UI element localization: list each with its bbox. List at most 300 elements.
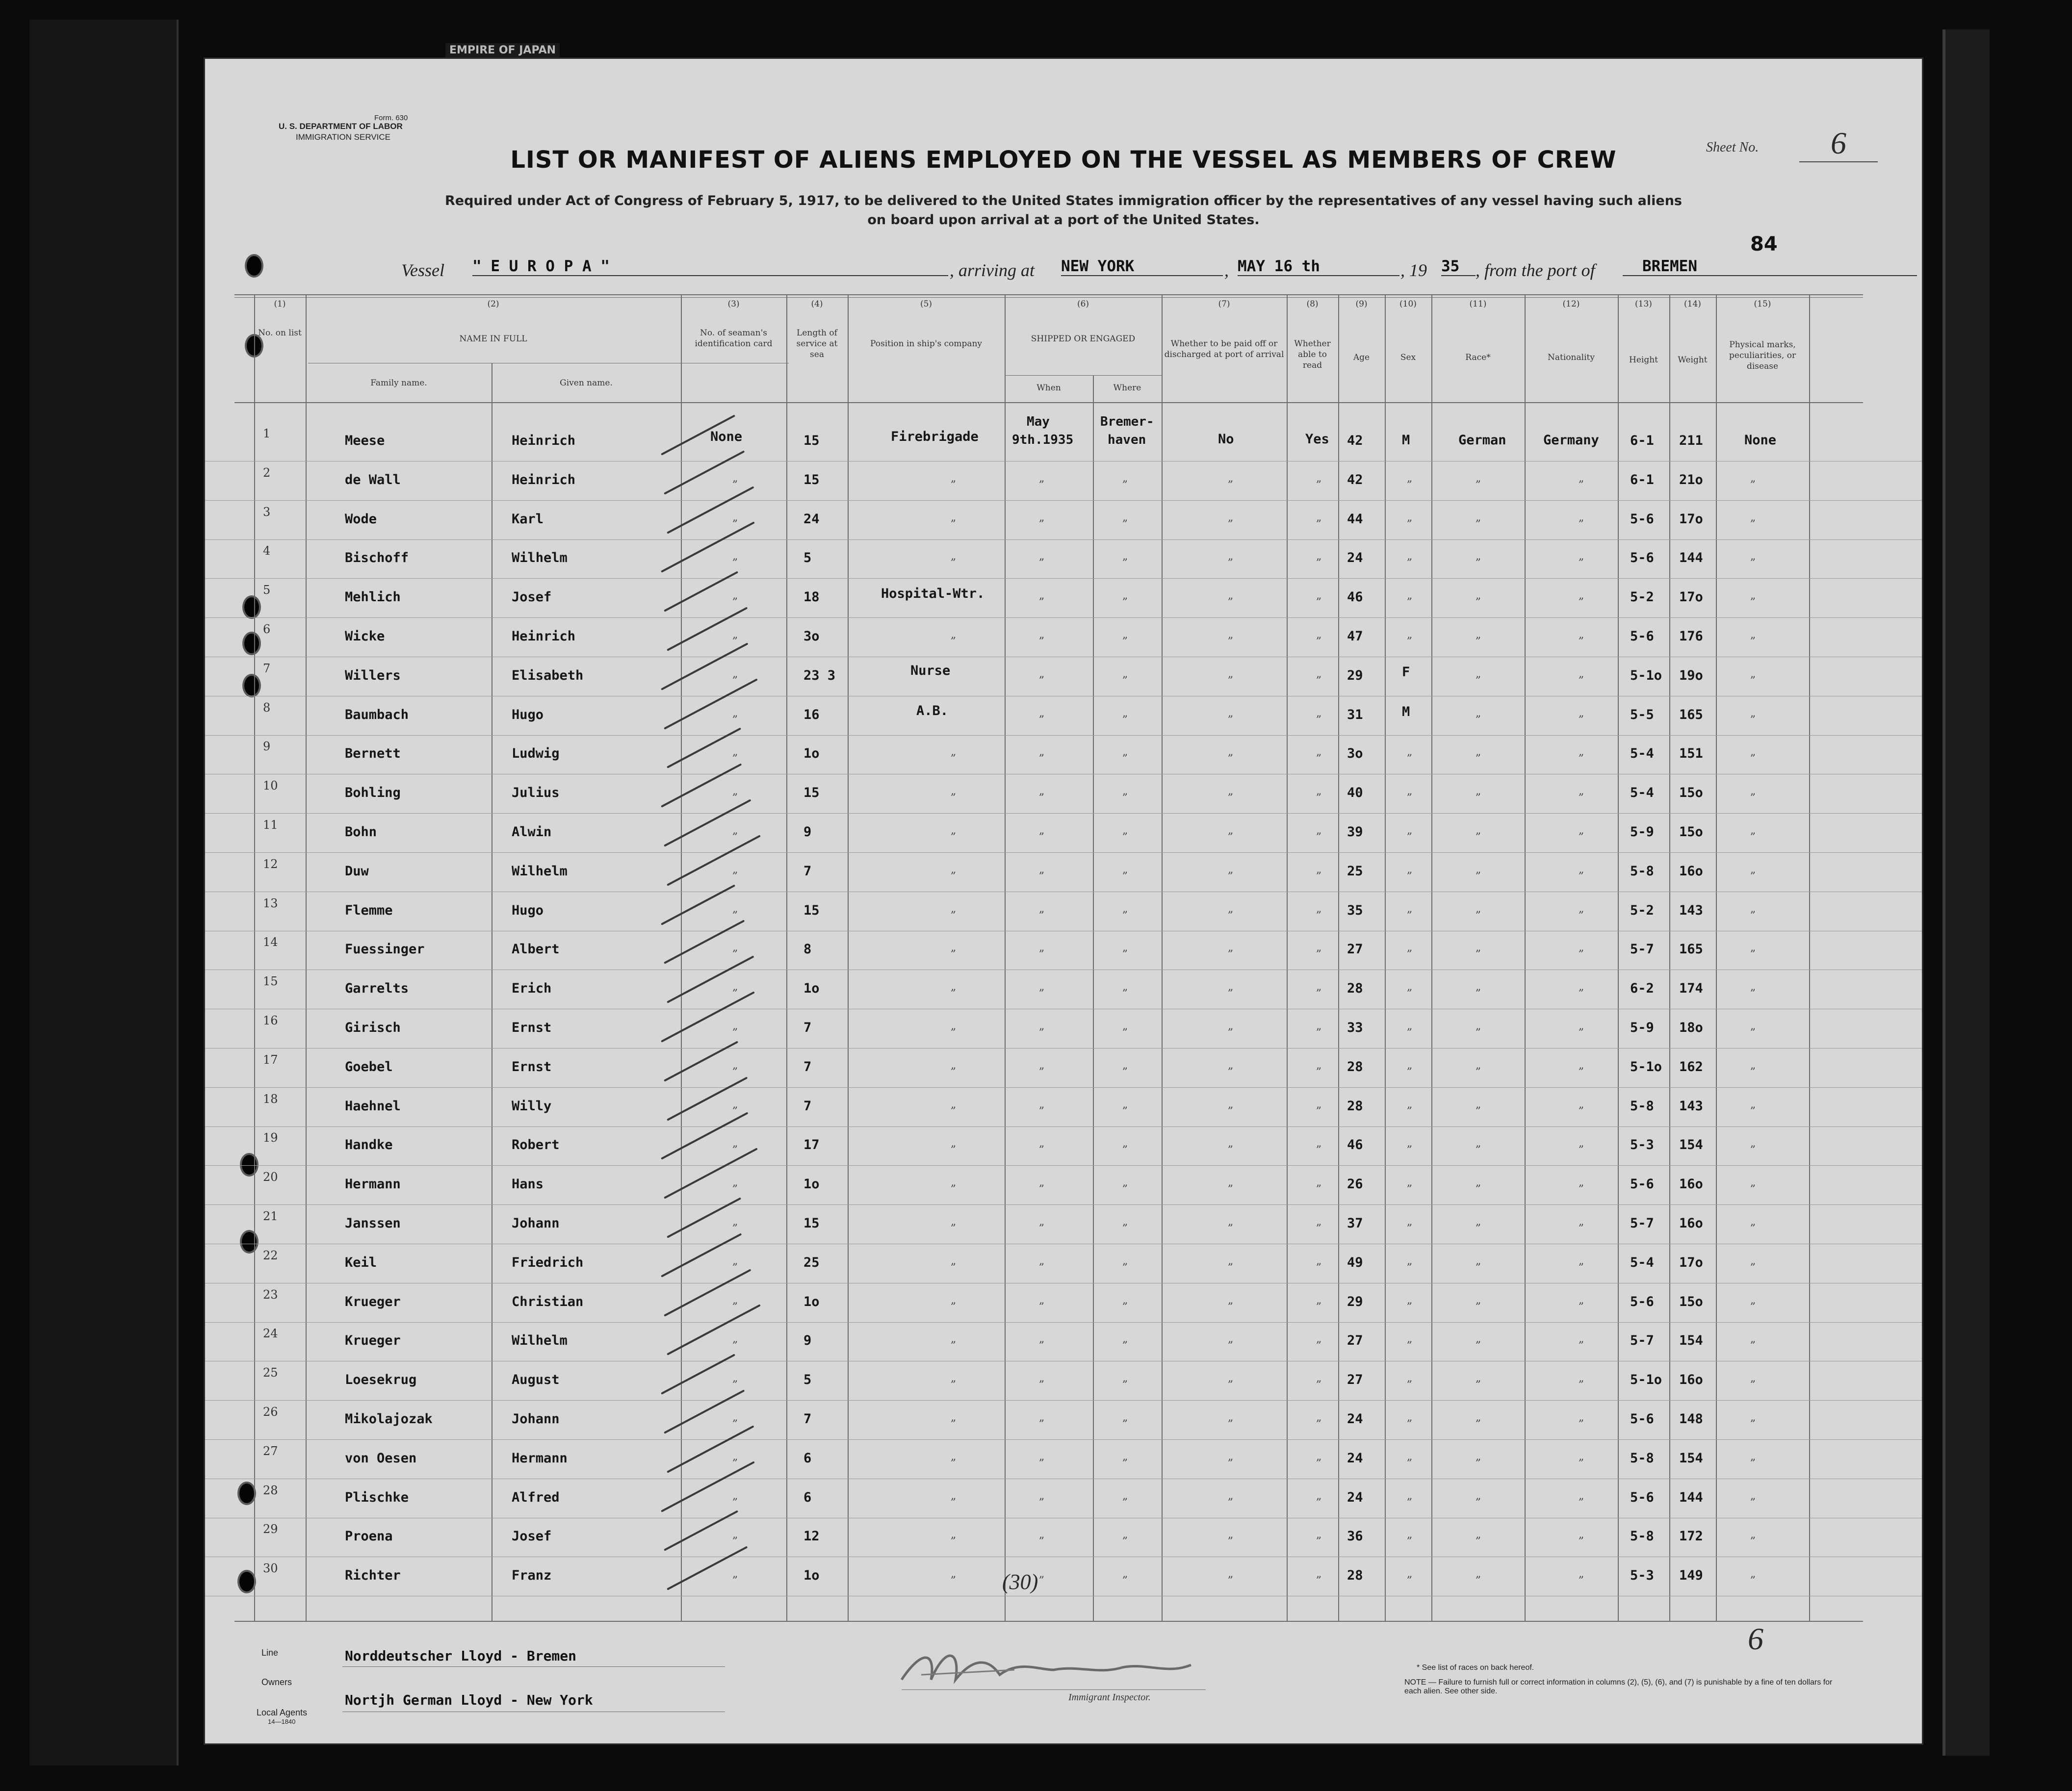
ditto-mark: „ bbox=[732, 511, 738, 524]
ditto-mark: „ bbox=[1579, 863, 1584, 876]
ditto-mark: „ bbox=[1579, 1254, 1584, 1267]
ditto-mark: „ bbox=[1228, 667, 1234, 680]
family-name-cell: Bernett bbox=[345, 746, 401, 762]
ditto-mark: „ bbox=[1476, 1411, 1481, 1424]
age-cell: 35 bbox=[1347, 902, 1363, 918]
ditto-mark: „ bbox=[1316, 1489, 1322, 1502]
height-cell: 6-1 bbox=[1630, 433, 1654, 448]
ditto-mark: „ bbox=[1228, 1372, 1234, 1385]
ditto-mark: „ bbox=[1316, 472, 1322, 485]
page-edge bbox=[1942, 29, 1990, 1756]
row-rule bbox=[205, 1126, 1922, 1127]
check-mark bbox=[661, 884, 735, 925]
check-mark bbox=[661, 1354, 735, 1395]
ditto-mark: „ bbox=[1579, 1529, 1584, 1541]
binder-hole bbox=[239, 1484, 254, 1503]
ditto-mark: „ bbox=[1476, 1333, 1481, 1346]
ditto-mark: „ bbox=[1122, 1137, 1128, 1150]
header-id-card: No. of seaman's identification card bbox=[695, 328, 773, 349]
service-length-cell: 1o bbox=[803, 1568, 820, 1584]
subtitle-line-2: on board upon arrival at a port of the United States. bbox=[867, 212, 1260, 228]
ditto-mark: „ bbox=[1228, 1020, 1234, 1032]
ditto-mark: „ bbox=[1122, 981, 1128, 994]
column-number: (10) bbox=[1399, 299, 1417, 309]
header-position: Position in ship's company bbox=[870, 339, 983, 349]
given-name-cell: Hugo bbox=[512, 902, 544, 918]
family-name-cell: von Oesen bbox=[345, 1450, 417, 1466]
age-cell: 28 bbox=[1347, 1098, 1363, 1114]
header-family-name: Family name. bbox=[370, 378, 427, 388]
height-cell: 5-6 bbox=[1630, 1411, 1654, 1427]
ditto-mark: „ bbox=[951, 629, 957, 641]
ditto-mark: „ bbox=[1228, 550, 1234, 563]
position-row-7: Nurse bbox=[910, 663, 951, 678]
ditto-mark: „ bbox=[1039, 1411, 1045, 1424]
weight-cell: 16o bbox=[1679, 863, 1703, 879]
height-cell: 5-1o bbox=[1630, 667, 1662, 683]
weight-cell: 15o bbox=[1679, 1294, 1703, 1309]
row-number: 3 bbox=[263, 505, 271, 519]
weight-cell: 144 bbox=[1679, 1489, 1703, 1505]
family-name-cell: Handke bbox=[345, 1137, 393, 1153]
check-mark bbox=[661, 1233, 742, 1277]
header-marks: Physical marks, peculiarities, or disease bbox=[1729, 340, 1796, 372]
ditto-mark: „ bbox=[1750, 942, 1756, 954]
family-name-cell: Hermann bbox=[345, 1177, 401, 1192]
column-number: (12) bbox=[1562, 299, 1580, 309]
ditto-mark: „ bbox=[1476, 824, 1481, 837]
ditto-mark: „ bbox=[1122, 1294, 1128, 1306]
binder-hole bbox=[244, 634, 259, 653]
row-number: 2 bbox=[263, 465, 271, 480]
from-port: BREMEN bbox=[1623, 257, 1917, 276]
check-mark bbox=[661, 1112, 748, 1160]
row-number: 22 bbox=[263, 1248, 278, 1262]
row-rule bbox=[205, 578, 1922, 579]
ditto-mark: „ bbox=[732, 1450, 738, 1463]
top-label: EMPIRE OF JAPAN bbox=[445, 43, 560, 57]
position-value: Firebrigade bbox=[891, 429, 979, 444]
age-cell: 40 bbox=[1347, 785, 1363, 801]
weight-cell: 17o bbox=[1679, 511, 1703, 527]
ditto-mark: „ bbox=[1476, 1177, 1481, 1189]
ditto-mark: „ bbox=[1039, 1216, 1045, 1228]
ditto-mark: „ bbox=[1228, 1059, 1234, 1072]
ditto-mark: „ bbox=[1476, 1450, 1481, 1463]
ditto-mark: „ bbox=[1122, 1020, 1128, 1032]
ditto-mark: „ bbox=[951, 1450, 957, 1463]
shipped-when-line1: May bbox=[1027, 414, 1050, 429]
ditto-mark: „ bbox=[1579, 667, 1584, 680]
ditto-mark: „ bbox=[1407, 1568, 1413, 1581]
ditto-mark: „ bbox=[1579, 1372, 1584, 1385]
ditto-mark: „ bbox=[1228, 1294, 1234, 1306]
ditto-mark: „ bbox=[1476, 981, 1481, 994]
given-name-cell: Robert bbox=[512, 1137, 560, 1153]
line-value: Norddeutscher Lloyd - Bremen bbox=[345, 1648, 577, 1664]
ditto-mark: „ bbox=[1579, 550, 1584, 563]
given-name-cell: Johann bbox=[512, 1216, 560, 1231]
age-cell: 28 bbox=[1347, 1059, 1363, 1075]
ditto-mark: „ bbox=[1476, 1529, 1481, 1541]
ditto-mark: „ bbox=[951, 1098, 957, 1111]
ditto-mark: „ bbox=[951, 1177, 957, 1189]
ditto-mark: „ bbox=[732, 550, 738, 563]
height-cell: 5-6 bbox=[1630, 629, 1654, 644]
family-name-cell: Garrelts bbox=[345, 981, 409, 997]
family-name-cell: Keil bbox=[345, 1254, 377, 1270]
ditto-mark: „ bbox=[1228, 1137, 1234, 1150]
height-cell: 5-4 bbox=[1630, 785, 1654, 801]
weight-cell: 17o bbox=[1679, 589, 1703, 605]
row-rule bbox=[205, 1165, 1922, 1166]
row-rule bbox=[205, 1439, 1922, 1440]
column-number: (4) bbox=[811, 299, 823, 309]
ditto-mark: „ bbox=[1316, 629, 1322, 641]
ditto-mark: „ bbox=[732, 1333, 738, 1346]
ditto-mark: „ bbox=[1750, 629, 1756, 641]
ditto-mark: „ bbox=[1316, 1294, 1322, 1306]
ditto-mark: „ bbox=[1039, 1294, 1045, 1306]
column-number: (8) bbox=[1306, 299, 1319, 309]
service-length-cell: 9 bbox=[803, 1333, 812, 1349]
row-number: 26 bbox=[263, 1405, 278, 1419]
ditto-mark: „ bbox=[951, 1020, 957, 1032]
ditto-mark: „ bbox=[1476, 1254, 1481, 1267]
note-body: — Failure to furnish full or correct information in columns (2), (5), (6), and (7) is punishable by a fine of ten dollars for each alien. See other side. bbox=[1404, 1678, 1833, 1696]
binder-hole bbox=[247, 256, 261, 276]
ditto-mark: „ bbox=[1316, 1098, 1322, 1111]
column-number: (2) bbox=[487, 299, 499, 309]
ditto-mark: „ bbox=[1316, 667, 1322, 680]
family-name-cell: Richter bbox=[345, 1568, 401, 1584]
family-name-cell: Mehlich bbox=[345, 589, 401, 605]
ditto-mark: „ bbox=[732, 746, 738, 759]
service-length-cell: 15 bbox=[803, 1216, 820, 1231]
ditto-mark: „ bbox=[1407, 1411, 1413, 1424]
weight-cell: 149 bbox=[1679, 1568, 1703, 1584]
ditto-mark: „ bbox=[1579, 942, 1584, 954]
ditto-mark: „ bbox=[732, 1020, 738, 1032]
service-length-cell: 23 3 bbox=[803, 667, 836, 683]
height-cell: 5-7 bbox=[1630, 1333, 1654, 1349]
header-shipped: SHIPPED OR ENGAGED bbox=[1031, 334, 1136, 344]
service-length-cell: 7 bbox=[803, 1098, 812, 1114]
sheet-label: Sheet No. bbox=[1706, 140, 1759, 155]
inspector-signature bbox=[892, 1640, 1211, 1694]
service-length-cell: 5 bbox=[803, 1372, 812, 1388]
ditto-mark: „ bbox=[1750, 1020, 1756, 1032]
ditto-mark: „ bbox=[951, 785, 957, 798]
ditto-mark: „ bbox=[1039, 1489, 1045, 1502]
family-name-cell: Proena bbox=[345, 1529, 393, 1544]
binder-hole bbox=[239, 1572, 254, 1591]
ditto-mark: „ bbox=[1316, 1020, 1322, 1032]
header-sex: Sex bbox=[1400, 353, 1416, 362]
ditto-mark: „ bbox=[1122, 1177, 1128, 1189]
table-bottom-rule bbox=[234, 1621, 1863, 1622]
given-name-cell: Christian bbox=[512, 1294, 584, 1309]
ditto-mark: „ bbox=[1476, 667, 1481, 680]
binding-strip bbox=[29, 20, 179, 1765]
ditto-mark: „ bbox=[1122, 667, 1128, 680]
sex-value: M bbox=[1402, 433, 1410, 448]
age-cell: 44 bbox=[1347, 511, 1363, 527]
age-cell: 28 bbox=[1347, 981, 1363, 997]
service-length-cell: 7 bbox=[803, 1059, 812, 1075]
ditto-mark: „ bbox=[1228, 589, 1234, 602]
family-name-cell: Bohling bbox=[345, 785, 401, 801]
ditto-mark: „ bbox=[1316, 1059, 1322, 1072]
row-number: 23 bbox=[263, 1287, 278, 1302]
ditto-mark: „ bbox=[1750, 902, 1756, 915]
weight-cell: 148 bbox=[1679, 1411, 1703, 1427]
check-mark bbox=[667, 486, 754, 534]
age-cell: 49 bbox=[1347, 1254, 1363, 1270]
ditto-mark: „ bbox=[1476, 1294, 1481, 1306]
ditto-mark: „ bbox=[1750, 1411, 1756, 1424]
ditto-mark: „ bbox=[1122, 550, 1128, 563]
ditto-mark: „ bbox=[732, 1294, 738, 1306]
family-name-cell: Flemme bbox=[345, 902, 393, 918]
family-name-cell: Bohn bbox=[345, 824, 377, 840]
ditto-mark: „ bbox=[1039, 981, 1045, 994]
owners-label: Owners bbox=[261, 1677, 292, 1687]
ditto-mark: „ bbox=[1039, 863, 1045, 876]
service-length-cell: 15 bbox=[803, 472, 820, 487]
ditto-mark: „ bbox=[1476, 472, 1481, 485]
height-cell: 5-6 bbox=[1630, 550, 1654, 566]
ditto-mark: „ bbox=[1579, 1020, 1584, 1032]
row-number: 5 bbox=[263, 583, 271, 597]
read-value: Yes bbox=[1305, 432, 1329, 447]
ditto-mark: „ bbox=[1316, 550, 1322, 563]
weight-cell: 17o bbox=[1679, 1254, 1703, 1270]
service-length-cell: 15 bbox=[803, 433, 820, 448]
weight-cell: 165 bbox=[1679, 707, 1703, 722]
family-name-cell: Plischke bbox=[345, 1489, 409, 1505]
column-number: (15) bbox=[1754, 299, 1771, 309]
weight-cell: 154 bbox=[1679, 1333, 1703, 1349]
ditto-mark: „ bbox=[1228, 1568, 1234, 1581]
check-mark bbox=[664, 1041, 738, 1081]
paid-off-value: No bbox=[1218, 432, 1234, 447]
age-cell: 24 bbox=[1347, 1411, 1363, 1427]
row-number: 16 bbox=[263, 1014, 278, 1027]
ditto-mark: „ bbox=[1579, 1450, 1584, 1463]
header-when: When bbox=[1036, 383, 1061, 393]
ditto-mark: „ bbox=[1476, 1568, 1481, 1581]
header-weight: Weight bbox=[1678, 355, 1708, 365]
ditto-mark: „ bbox=[732, 1059, 738, 1072]
ditto-mark: „ bbox=[1750, 1098, 1756, 1111]
ditto-mark: „ bbox=[1039, 1529, 1045, 1541]
note-label: NOTE bbox=[1404, 1678, 1426, 1687]
ditto-mark: „ bbox=[1407, 1098, 1413, 1111]
ditto-mark: „ bbox=[1476, 785, 1481, 798]
service-length-cell: 3o bbox=[803, 629, 820, 644]
row-number: 17 bbox=[263, 1052, 278, 1067]
ditto-mark: „ bbox=[1122, 629, 1128, 641]
service-length-cell: 6 bbox=[803, 1489, 812, 1505]
ditto-mark: „ bbox=[732, 1568, 738, 1581]
ditto-mark: „ bbox=[1122, 1098, 1128, 1111]
ditto-mark: „ bbox=[1228, 863, 1234, 876]
column-number: (13) bbox=[1635, 299, 1652, 309]
ditto-mark: „ bbox=[1316, 1411, 1322, 1424]
ditto-mark: „ bbox=[951, 1137, 957, 1150]
column-number: (6) bbox=[1077, 299, 1089, 309]
ditto-mark: „ bbox=[951, 1059, 957, 1072]
ditto-mark: „ bbox=[1228, 1098, 1234, 1111]
row-number: 20 bbox=[263, 1170, 278, 1184]
arriving-label: , arriving at bbox=[950, 260, 1035, 280]
weight-cell: 172 bbox=[1679, 1529, 1703, 1544]
family-name-cell: Goebel bbox=[345, 1059, 393, 1075]
given-name-cell: Wilhelm bbox=[512, 1333, 568, 1349]
ditto-mark: „ bbox=[951, 1489, 957, 1502]
ditto-mark: „ bbox=[1476, 1059, 1481, 1072]
ditto-mark: „ bbox=[1316, 707, 1322, 719]
ditto-mark: „ bbox=[1122, 942, 1128, 954]
check-mark bbox=[667, 1425, 754, 1473]
ditto-mark: „ bbox=[1407, 1333, 1413, 1346]
height-cell: 5-5 bbox=[1630, 707, 1654, 722]
check-mark bbox=[664, 799, 751, 846]
ditto-mark: „ bbox=[1407, 863, 1413, 876]
ditto-mark: „ bbox=[1122, 1216, 1128, 1228]
service-length-cell: 7 bbox=[803, 863, 812, 879]
ditto-mark: „ bbox=[1750, 981, 1756, 994]
ditto-mark: „ bbox=[1316, 863, 1322, 876]
given-name-cell: Karl bbox=[512, 511, 544, 527]
ditto-mark: „ bbox=[732, 589, 738, 602]
shipped-when-line2: 9th.1935 bbox=[1012, 433, 1074, 447]
marks-value: None bbox=[1744, 433, 1777, 448]
row-number: 21 bbox=[263, 1209, 278, 1223]
height-cell: 5-2 bbox=[1630, 902, 1654, 918]
ditto-mark: „ bbox=[1122, 707, 1128, 719]
height-cell: 5-8 bbox=[1630, 1098, 1654, 1114]
given-name-cell: Willy bbox=[512, 1098, 552, 1114]
ditto-mark: „ bbox=[1407, 942, 1413, 954]
ditto-mark: „ bbox=[1407, 1372, 1413, 1385]
ditto-mark: „ bbox=[732, 902, 738, 915]
service-length-cell: 5 bbox=[803, 550, 812, 566]
family-name-cell: Haehnel bbox=[345, 1098, 401, 1114]
weight-cell: 16o bbox=[1679, 1177, 1703, 1192]
ditto-mark: „ bbox=[1228, 511, 1234, 524]
check-mark bbox=[664, 1269, 751, 1316]
ditto-mark: „ bbox=[1750, 1568, 1756, 1581]
ditto-mark: „ bbox=[732, 1098, 738, 1111]
family-name-cell: Meese bbox=[345, 433, 385, 448]
age-cell: 29 bbox=[1347, 1294, 1363, 1309]
check-mark bbox=[664, 571, 738, 612]
family-name-cell: Fuessinger bbox=[345, 942, 425, 957]
ditto-mark: „ bbox=[1579, 1294, 1584, 1306]
department-label: U. S. DEPARTMENT OF LABOR bbox=[279, 122, 403, 131]
row-rule bbox=[205, 1322, 1922, 1323]
ditto-mark: „ bbox=[732, 707, 738, 719]
given-name-cell: Josef bbox=[512, 1529, 552, 1544]
check-mark bbox=[664, 1148, 758, 1199]
ditto-mark: „ bbox=[1228, 1333, 1234, 1346]
ditto-mark: „ bbox=[1228, 1216, 1234, 1228]
ditto-mark: „ bbox=[1750, 1372, 1756, 1385]
ditto-mark: „ bbox=[1407, 472, 1413, 485]
binder-hole bbox=[244, 597, 259, 617]
height-cell: 5-9 bbox=[1630, 824, 1654, 840]
ditto-mark: „ bbox=[1228, 902, 1234, 915]
vessel-name: " E U R O P A " bbox=[472, 257, 948, 276]
service-length-cell: 9 bbox=[803, 824, 812, 840]
service-length-cell: 12 bbox=[803, 1529, 820, 1544]
age-cell: 24 bbox=[1347, 1489, 1363, 1505]
age-cell: 26 bbox=[1347, 1177, 1363, 1192]
age-cell: 39 bbox=[1347, 824, 1363, 840]
position-row-8: A.B. bbox=[916, 703, 949, 718]
ditto-mark: „ bbox=[1122, 1529, 1128, 1541]
header-given-name: Given name. bbox=[560, 378, 613, 388]
row-number: 10 bbox=[263, 779, 278, 793]
ditto-mark: „ bbox=[732, 1254, 738, 1267]
age-cell: 33 bbox=[1347, 1020, 1363, 1035]
family-name-cell: Wode bbox=[345, 511, 377, 527]
ditto-mark: „ bbox=[1407, 1216, 1413, 1228]
weight-cell: 174 bbox=[1679, 981, 1703, 997]
given-name-cell: Hermann bbox=[512, 1450, 568, 1466]
ditto-mark: „ bbox=[1039, 1059, 1045, 1072]
family-name-cell: Duw bbox=[345, 863, 369, 879]
ditto-mark: „ bbox=[1122, 824, 1128, 837]
weight-cell: 15o bbox=[1679, 785, 1703, 801]
height-cell: 5-8 bbox=[1630, 1450, 1654, 1466]
age-cell: 47 bbox=[1347, 629, 1363, 644]
ditto-mark: „ bbox=[1407, 589, 1413, 602]
given-name-cell: Friedrich bbox=[512, 1254, 584, 1270]
ditto-mark: „ bbox=[1316, 785, 1322, 798]
year-prefix: , 19 bbox=[1400, 260, 1427, 280]
row-number: 13 bbox=[263, 896, 278, 910]
service-length-cell: 25 bbox=[803, 1254, 820, 1270]
table-top-rule bbox=[234, 294, 1863, 295]
header-where: Where bbox=[1113, 383, 1141, 393]
ditto-mark: „ bbox=[1039, 1333, 1045, 1346]
ditto-mark: „ bbox=[1316, 824, 1322, 837]
given-name-cell: Alwin bbox=[512, 824, 552, 840]
ditto-mark: „ bbox=[1579, 746, 1584, 759]
ditto-mark: „ bbox=[951, 981, 957, 994]
height-cell: 5-6 bbox=[1630, 1489, 1654, 1505]
age-cell: 42 bbox=[1347, 472, 1363, 487]
ditto-mark: „ bbox=[1228, 785, 1234, 798]
handwritten-page-number: 6 bbox=[1748, 1621, 1763, 1656]
ditto-mark: „ bbox=[1750, 589, 1756, 602]
ditto-mark: „ bbox=[1039, 746, 1045, 759]
header-name-in-full: NAME IN FULL bbox=[459, 334, 527, 344]
family-name-cell: Girisch bbox=[345, 1020, 401, 1035]
sex-row-8: M bbox=[1402, 704, 1410, 719]
given-name-cell: Hugo bbox=[512, 707, 544, 722]
ditto-mark: „ bbox=[1122, 1372, 1128, 1385]
ditto-mark: „ bbox=[1407, 1489, 1413, 1502]
given-name-cell: Heinrich bbox=[512, 629, 576, 644]
ditto-mark: „ bbox=[1476, 511, 1481, 524]
ditto-mark: „ bbox=[951, 1372, 957, 1385]
page-subtitle bbox=[205, 191, 1922, 230]
ditto-mark: „ bbox=[1407, 1020, 1413, 1032]
